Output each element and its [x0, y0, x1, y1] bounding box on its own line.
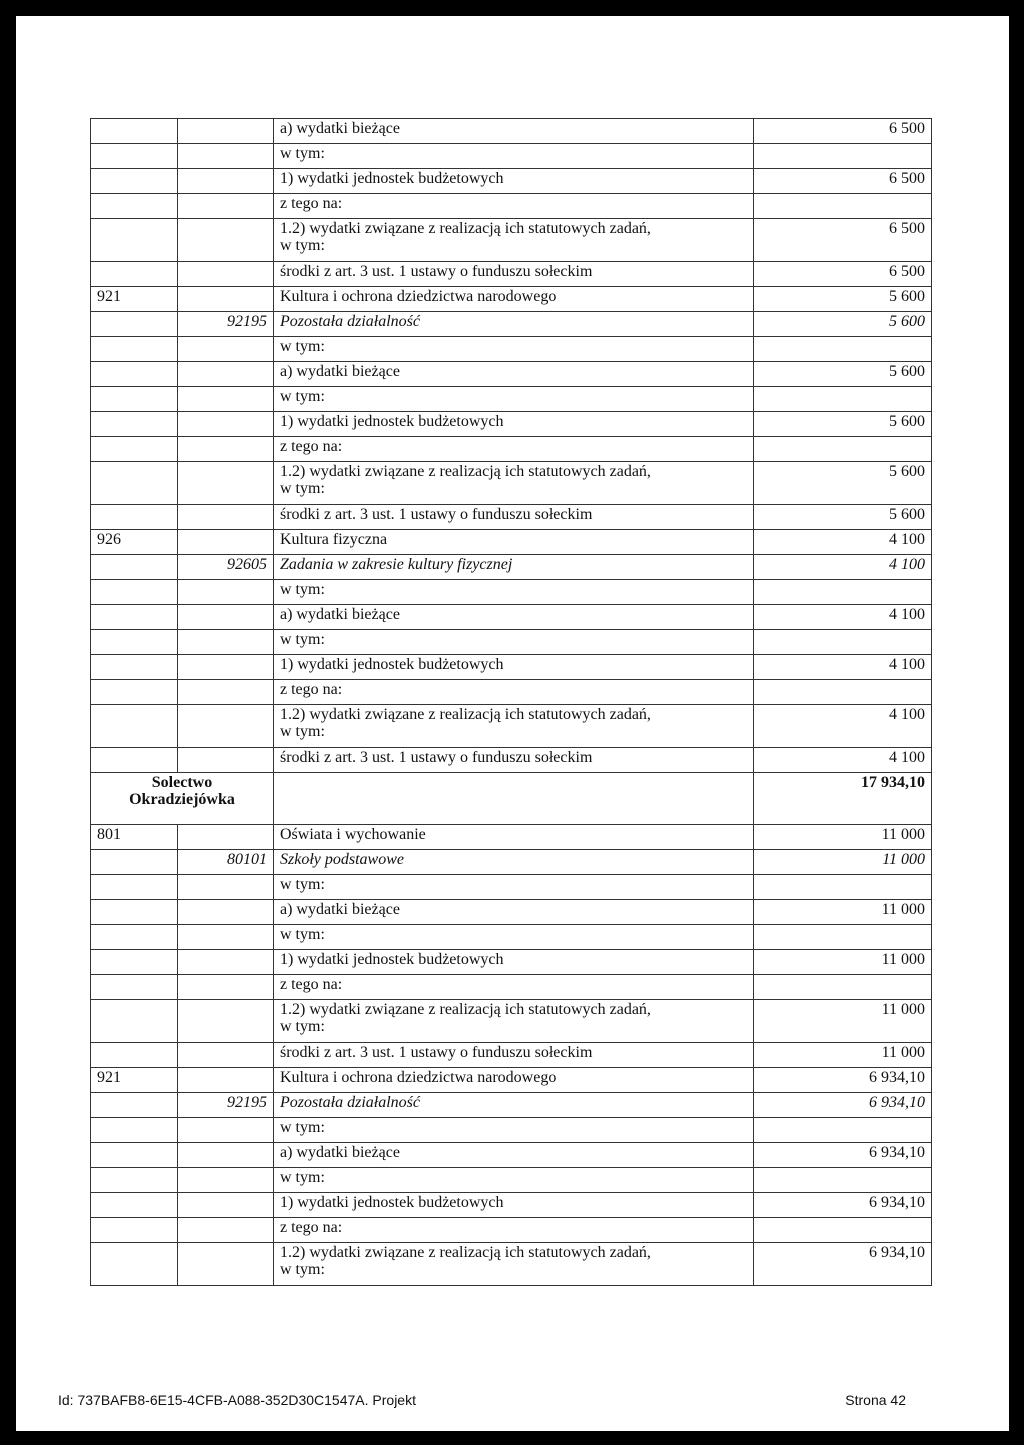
page-number-footer: Strona 42	[845, 1392, 906, 1408]
amount-cell: 6 934,10	[754, 1068, 932, 1093]
amount-cell: 6 934,10	[754, 1193, 932, 1218]
rozdzial-cell	[178, 1118, 274, 1143]
table-row	[91, 119, 932, 144]
description-text: w tym:	[280, 388, 325, 405]
amount-cell: 5 600	[754, 462, 932, 505]
table-row	[91, 169, 932, 194]
rozdzial-cell	[178, 387, 274, 412]
amount-cell: 11 000	[754, 900, 932, 925]
description-text: środki z art. 3 ust. 1 ustawy o funduszu sołeckim	[280, 506, 593, 523]
dzial-cell	[91, 748, 178, 773]
description-cell	[274, 119, 754, 144]
dzial-cell	[91, 362, 178, 387]
description-cell	[274, 530, 754, 555]
rozdzial-cell	[178, 462, 274, 505]
description-text: 1.2) wydatki związane z realizacją ich statutowych zadań,	[280, 1001, 651, 1018]
amount-cell	[754, 975, 932, 1000]
rozdzial-cell	[178, 1243, 274, 1286]
rozdzial-cell	[178, 1193, 274, 1218]
dzial-cell	[91, 462, 178, 505]
table-row	[91, 1168, 932, 1193]
description-text: Kultura i ochrona dziedzictwa narodowego	[280, 1069, 557, 1086]
rozdzial-cell	[178, 1168, 274, 1193]
description-text: 1) wydatki jednostek budżetowych	[280, 413, 504, 430]
dzial-cell	[91, 1243, 178, 1286]
description-cell	[274, 1118, 754, 1143]
amount-cell	[754, 337, 932, 362]
description-cell	[274, 312, 754, 337]
dzial-cell	[91, 580, 178, 605]
dzial-cell	[91, 1193, 178, 1218]
dzial-cell	[91, 412, 178, 437]
solectwo-name	[91, 773, 274, 825]
amount-cell: 11 000	[754, 950, 932, 975]
amount-cell	[754, 875, 932, 900]
description-cell	[274, 1243, 754, 1286]
rozdzial-cell	[178, 119, 274, 144]
dzial-cell: 801	[91, 825, 178, 850]
solectwo-label: Solectwo	[151, 774, 213, 791]
table-row	[91, 975, 932, 1000]
amount-cell	[754, 1218, 932, 1243]
amount-cell: 4 100	[754, 748, 932, 773]
dzial-cell	[91, 630, 178, 655]
description-cell	[274, 462, 754, 505]
dzial-cell	[91, 975, 178, 1000]
amount-cell: 4 100	[754, 605, 932, 630]
table-row	[91, 387, 932, 412]
rozdzial-cell	[178, 362, 274, 387]
dzial-cell	[91, 655, 178, 680]
amount-cell: 5 600	[754, 505, 932, 530]
description-cell	[274, 1193, 754, 1218]
description-text: w tym:	[280, 338, 325, 355]
rozdzial-cell	[178, 1143, 274, 1168]
description-cell	[274, 655, 754, 680]
description-subtext: w tym:	[280, 1261, 325, 1278]
rozdzial-cell	[178, 1068, 274, 1093]
description-text: środki z art. 3 ust. 1 ustawy o funduszu sołeckim	[280, 263, 593, 280]
description-cell	[274, 262, 754, 287]
description-text: w tym:	[280, 876, 325, 893]
description-cell	[274, 825, 754, 850]
description-cell	[274, 362, 754, 387]
rozdzial-cell	[178, 975, 274, 1000]
rozdzial-cell: 92195	[178, 1093, 274, 1118]
dzial-cell	[91, 1043, 178, 1068]
description-text: w tym:	[280, 145, 325, 162]
dzial-cell	[91, 705, 178, 748]
table-row	[91, 1043, 932, 1068]
rozdzial-cell	[178, 875, 274, 900]
description-subtext: w tym:	[280, 237, 325, 254]
solectwo-row	[91, 773, 932, 825]
rozdzial-cell	[178, 505, 274, 530]
description-text: Zadania w zakresie kultury fizycznej	[280, 556, 513, 573]
rozdzial-cell	[178, 748, 274, 773]
description-text: 1) wydatki jednostek budżetowych	[280, 170, 504, 187]
description-text: 1) wydatki jednostek budżetowych	[280, 656, 504, 673]
description-text: z tego na:	[280, 976, 343, 993]
table-row	[91, 850, 932, 875]
description-cell	[274, 1143, 754, 1168]
amount-cell: 17 934,10	[754, 773, 932, 825]
amount-cell	[754, 194, 932, 219]
dzial-cell	[91, 605, 178, 630]
table-row	[91, 825, 932, 850]
amount-cell	[754, 680, 932, 705]
description-cell	[274, 144, 754, 169]
description-text: w tym:	[280, 1119, 325, 1136]
description-cell	[274, 705, 754, 748]
rozdzial-cell	[178, 825, 274, 850]
dzial-cell	[91, 925, 178, 950]
amount-cell: 11 000	[754, 1000, 932, 1043]
description-text: z tego na:	[280, 681, 343, 698]
rozdzial-cell	[178, 287, 274, 312]
document-id-footer: Id: 737BAFB8-6E15-4CFB-A088-352D30C1547A. Projekt	[58, 1392, 416, 1408]
description-cell	[274, 900, 754, 925]
table-row	[91, 925, 932, 950]
description-cell	[274, 875, 754, 900]
amount-cell: 5 600	[754, 287, 932, 312]
rozdzial-cell	[178, 705, 274, 748]
description-text: Pozostała działalność	[280, 313, 421, 330]
solectwo-village: Okradziejówka	[129, 791, 235, 808]
table-row	[91, 900, 932, 925]
rozdzial-cell	[178, 580, 274, 605]
description-text: Szkoły podstawowe	[280, 851, 404, 868]
amount-cell	[754, 1118, 932, 1143]
rozdzial-cell	[178, 655, 274, 680]
table-row	[91, 219, 932, 262]
dzial-cell	[91, 194, 178, 219]
amount-cell	[754, 925, 932, 950]
rozdzial-cell	[178, 1218, 274, 1243]
table-row	[91, 555, 932, 580]
amount-cell	[754, 387, 932, 412]
description-subtext: w tym:	[280, 723, 325, 740]
description-cell	[274, 680, 754, 705]
rozdzial-cell	[178, 630, 274, 655]
description-text: Kultura i ochrona dziedzictwa narodowego	[280, 288, 557, 305]
description-cell	[274, 505, 754, 530]
rozdzial-cell	[178, 1000, 274, 1043]
amount-cell: 6 500	[754, 119, 932, 144]
dzial-cell	[91, 262, 178, 287]
description-cell	[274, 169, 754, 194]
description-cell	[274, 950, 754, 975]
dzial-cell	[91, 337, 178, 362]
description-text: środki z art. 3 ust. 1 ustawy o funduszu sołeckim	[280, 749, 593, 766]
table-row	[91, 1243, 932, 1286]
table-row	[91, 312, 932, 337]
description-cell	[274, 555, 754, 580]
amount-cell: 11 000	[754, 850, 932, 875]
amount-cell	[754, 437, 932, 462]
table-row	[91, 362, 932, 387]
description-cell	[274, 219, 754, 262]
table-row	[91, 1218, 932, 1243]
description-text: w tym:	[280, 581, 325, 598]
amount-cell: 4 100	[754, 705, 932, 748]
description-text: Kultura fizyczna	[280, 531, 388, 548]
table-row	[91, 630, 932, 655]
amount-cell: 6 500	[754, 219, 932, 262]
description-cell	[274, 748, 754, 773]
description-subtext: w tym:	[280, 1018, 325, 1035]
rozdzial-cell	[178, 337, 274, 362]
table-row	[91, 875, 932, 900]
amount-cell: 6 934,10	[754, 1243, 932, 1286]
amount-cell: 11 000	[754, 1043, 932, 1068]
description-cell	[274, 773, 754, 825]
budget-table-body	[91, 119, 932, 1286]
amount-cell: 6 934,10	[754, 1143, 932, 1168]
rozdzial-cell	[178, 950, 274, 975]
dzial-cell	[91, 1118, 178, 1143]
dzial-cell	[91, 1000, 178, 1043]
rozdzial-cell	[178, 605, 274, 630]
description-cell	[274, 387, 754, 412]
rozdzial-cell	[178, 1043, 274, 1068]
rozdzial-cell	[178, 144, 274, 169]
budget-table	[90, 118, 932, 1286]
description-cell	[274, 1168, 754, 1193]
description-cell	[274, 287, 754, 312]
description-cell	[274, 337, 754, 362]
dzial-cell	[91, 505, 178, 530]
description-cell	[274, 1093, 754, 1118]
description-cell	[274, 925, 754, 950]
rozdzial-cell	[178, 262, 274, 287]
dzial-cell	[91, 1218, 178, 1243]
description-text: środki z art. 3 ust. 1 ustawy o funduszu sołeckim	[280, 1044, 593, 1061]
dzial-cell	[91, 1168, 178, 1193]
document-page	[16, 16, 1009, 1431]
dzial-cell	[91, 900, 178, 925]
description-text: Pozostała działalność	[280, 1094, 421, 1111]
description-text: 1) wydatki jednostek budżetowych	[280, 1194, 504, 1211]
description-text: z tego na:	[280, 1219, 343, 1236]
description-cell	[274, 412, 754, 437]
dzial-cell: 926	[91, 530, 178, 555]
description-cell	[274, 1043, 754, 1068]
dzial-cell	[91, 119, 178, 144]
description-text: 1.2) wydatki związane z realizacją ich statutowych zadań,	[280, 706, 651, 723]
amount-cell	[754, 1168, 932, 1193]
table-row	[91, 262, 932, 287]
dzial-cell	[91, 875, 178, 900]
description-text: z tego na:	[280, 438, 343, 455]
table-row	[91, 1093, 932, 1118]
table-row	[91, 1118, 932, 1143]
description-cell	[274, 975, 754, 1000]
amount-cell: 6 500	[754, 169, 932, 194]
description-text: 1.2) wydatki związane z realizacją ich statutowych zadań,	[280, 463, 651, 480]
table-row	[91, 194, 932, 219]
rozdzial-cell	[178, 437, 274, 462]
amount-cell	[754, 580, 932, 605]
description-text: a) wydatki bieżące	[280, 120, 400, 137]
dzial-cell	[91, 219, 178, 262]
description-subtext: w tym:	[280, 480, 325, 497]
description-cell	[274, 630, 754, 655]
table-row	[91, 287, 932, 312]
description-text: w tym:	[280, 926, 325, 943]
rozdzial-cell	[178, 925, 274, 950]
amount-cell: 6 500	[754, 262, 932, 287]
table-row	[91, 705, 932, 748]
amount-cell: 5 600	[754, 312, 932, 337]
description-text: a) wydatki bieżące	[280, 606, 400, 623]
dzial-cell	[91, 555, 178, 580]
dzial-cell	[91, 169, 178, 194]
table-row	[91, 748, 932, 773]
table-row	[91, 337, 932, 362]
table-row	[91, 144, 932, 169]
rozdzial-cell	[178, 169, 274, 194]
table-row	[91, 680, 932, 705]
description-cell	[274, 850, 754, 875]
dzial-cell	[91, 312, 178, 337]
rozdzial-cell	[178, 194, 274, 219]
dzial-cell	[91, 1093, 178, 1118]
dzial-cell	[91, 680, 178, 705]
table-row	[91, 1193, 932, 1218]
description-text: z tego na:	[280, 195, 343, 212]
amount-cell: 5 600	[754, 412, 932, 437]
table-row	[91, 1143, 932, 1168]
rozdzial-cell	[178, 900, 274, 925]
table-row	[91, 580, 932, 605]
description-text: 1) wydatki jednostek budżetowych	[280, 951, 504, 968]
description-text: a) wydatki bieżące	[280, 901, 400, 918]
table-row	[91, 530, 932, 555]
dzial-cell	[91, 144, 178, 169]
description-cell	[274, 1000, 754, 1043]
description-cell	[274, 580, 754, 605]
table-row	[91, 1068, 932, 1093]
amount-cell: 11 000	[754, 825, 932, 850]
table-row	[91, 1000, 932, 1043]
rozdzial-cell: 92605	[178, 555, 274, 580]
description-text: a) wydatki bieżące	[280, 1144, 400, 1161]
amount-cell	[754, 630, 932, 655]
description-cell	[274, 1218, 754, 1243]
amount-cell: 6 934,10	[754, 1093, 932, 1118]
description-text: w tym:	[280, 631, 325, 648]
dzial-cell	[91, 950, 178, 975]
description-cell	[274, 437, 754, 462]
description-text: 1.2) wydatki związane z realizacją ich statutowych zadań,	[280, 220, 651, 237]
amount-cell: 4 100	[754, 655, 932, 680]
dzial-cell: 921	[91, 1068, 178, 1093]
table-row	[91, 950, 932, 975]
table-row	[91, 605, 932, 630]
table-row	[91, 462, 932, 505]
rozdzial-cell	[178, 412, 274, 437]
table-row	[91, 505, 932, 530]
dzial-cell	[91, 1143, 178, 1168]
description-text: Oświata i wychowanie	[280, 826, 426, 843]
amount-cell	[754, 144, 932, 169]
rozdzial-cell: 80101	[178, 850, 274, 875]
rozdzial-cell	[178, 219, 274, 262]
amount-cell: 4 100	[754, 530, 932, 555]
description-cell	[274, 194, 754, 219]
description-text: a) wydatki bieżące	[280, 363, 400, 380]
rozdzial-cell	[178, 530, 274, 555]
table-row	[91, 655, 932, 680]
description-text: 1.2) wydatki związane z realizacją ich statutowych zadań,	[280, 1244, 651, 1261]
dzial-cell	[91, 437, 178, 462]
rozdzial-cell	[178, 680, 274, 705]
description-cell	[274, 605, 754, 630]
amount-cell: 5 600	[754, 362, 932, 387]
description-text: w tym:	[280, 1169, 325, 1186]
dzial-cell: 921	[91, 287, 178, 312]
rozdzial-cell: 92195	[178, 312, 274, 337]
amount-cell: 4 100	[754, 555, 932, 580]
dzial-cell	[91, 850, 178, 875]
table-row	[91, 412, 932, 437]
table-row	[91, 437, 932, 462]
dzial-cell	[91, 387, 178, 412]
description-cell	[274, 1068, 754, 1093]
